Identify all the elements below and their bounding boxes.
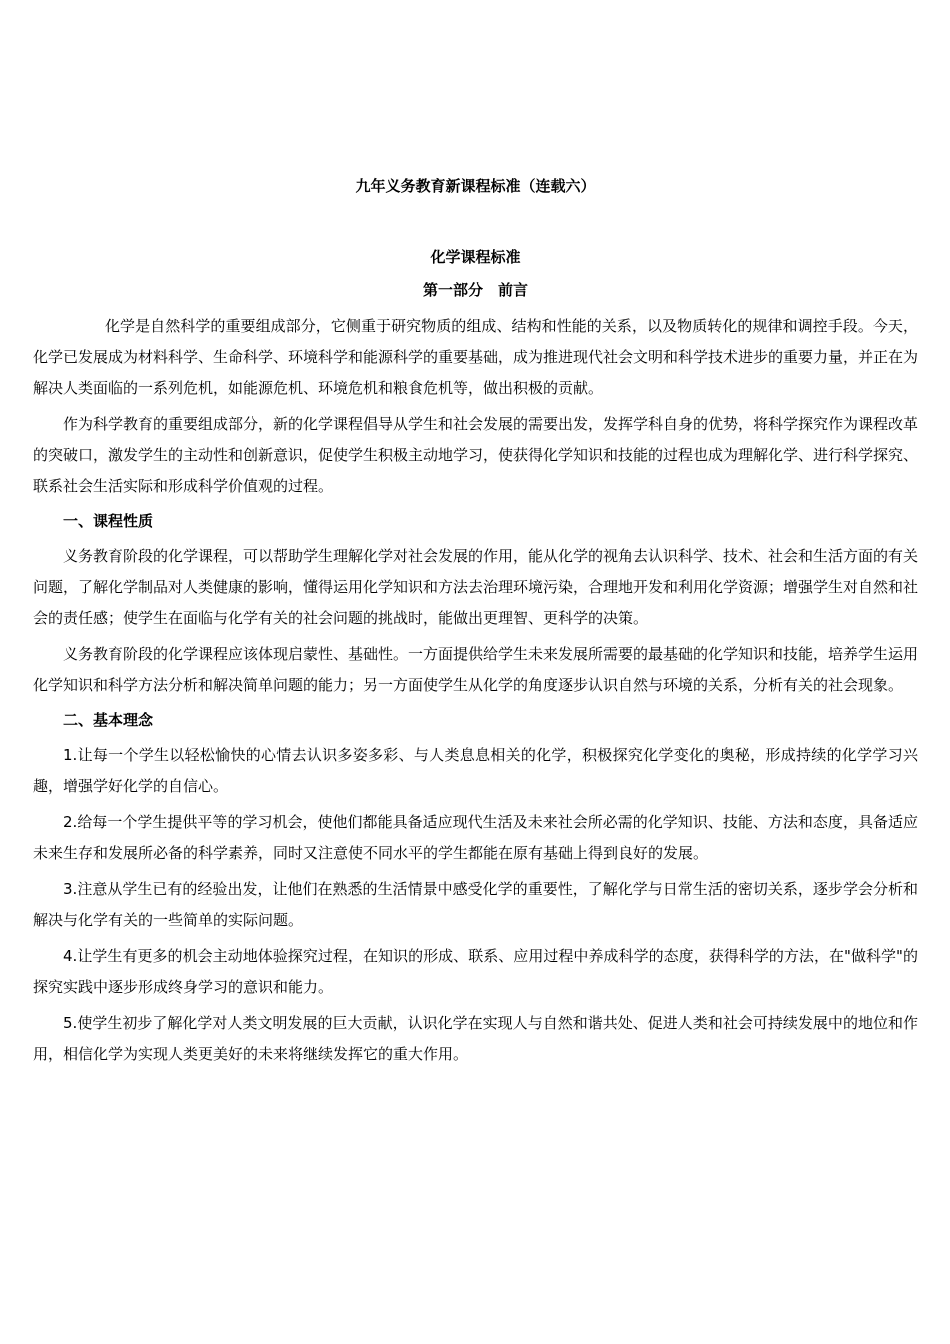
- section-paragraph: 义务教育阶段的化学课程，可以帮助学生理解化学对社会发展的作用，能从化学的视角去认识科学、技术、社会和生活方面的有关问题，了解化学制品对人类健康的影响，懂得运用化学知识和方法去治理环境污染，合理地开发和利用化学资源；增强学生对自然和社会的责任感；使学生在面临与化学有关的社会问题的挑战时，能做出更理智、更科学的决策。: [33, 547, 919, 627]
- list-item: [33, 1003, 918, 1070]
- list-item-text: 让每一个学生以轻松愉快的心情去认识多姿多彩、与人类息息相关的化学，积极探究化学变化的奥秘，形成持续的化学学习兴趣，增强学好化学的自信心。: [33, 746, 918, 795]
- list-item-text: 让学生有更多的机会主动地体验探究过程，在知识的形成、联系、应用过程中养成科学的态度，获得科学的方法，在"做科学"的探究实践中逐步形成终身学习的意识和能力。: [33, 947, 918, 996]
- section-heading: 二、基本理念: [63, 711, 154, 729]
- document-title: 九年义务教育新课程标准（连载六）: [355, 177, 596, 195]
- list-item-number: 3.: [63, 880, 78, 898]
- list-item: [33, 740, 918, 802]
- list-item-number: 5.: [63, 1014, 78, 1032]
- document-subtitle: 化学课程标准: [430, 248, 521, 266]
- list-item: [33, 869, 918, 936]
- intro-paragraph: 作为科学教育的重要组成部分，新的化学课程倡导从学生和社会发展的需要出发，发挥学科自身的优势，将科学探究作为课程改革的突破口，激发学生的主动性和创新意识，促使学生积极主动地学习，使获得化学知识和技能的过程也成为理解化学、进行科学探究、联系社会生活实际和形成科学价值观的过程。: [33, 415, 919, 495]
- section-heading: 一、课程性质: [63, 512, 154, 530]
- intro-paragraph: 化学是自然科学的重要组成部分，它侧重于研究物质的组成、结构和性能的关系，以及物质转化的规律和调控手段。今天，化学已发展成为材料科学、生命科学、环境科学和能源科学的重要基础，成为推进现代社会文明和科学技术进步的重要力量，并正在为解决人类面临的一系列危机，如能源危机、环境危机和粮食危机等，做出积极的贡献。: [33, 317, 919, 397]
- list-item-number: 4.: [63, 947, 78, 965]
- list-item-text: 给每一个学生提供平等的学习机会，使他们都能具备适应现代生活及未来社会所必需的化学知识、技能、方法和态度，具备适应未来生存和发展所必备的科学素养，同时又注意使不同水平的学生都能在原有基础上得到良好的发展。: [33, 813, 918, 862]
- list-item-text: 注意从学生已有的经验出发，让他们在熟悉的生活情景中感受化学的重要性，了解化学与日常生活的密切关系，逐步学会分析和解决与化学有关的一些简单的实际问题。: [33, 880, 918, 929]
- list-item: [33, 936, 918, 1003]
- list-item: [33, 802, 918, 869]
- part-heading: 第一部分 前言: [422, 281, 528, 299]
- document-body: [33, 311, 918, 1070]
- section-paragraph: 义务教育阶段的化学课程应该体现启蒙性、基础性。一方面提供给学生未来发展所需要的最基础的化学知识和技能，培养学生运用化学知识和科学方法分析和解决简单问题的能力；另一方面使学生从化学的角度逐步认识自然与环境的关系，分析有关的社会现象。: [33, 645, 919, 694]
- list-item-text: 使学生初步了解化学对人类文明发展的巨大贡献，认识化学在实现人与自然和谐共处、促进人类和社会可持续发展中的地位和作用，相信化学为实现人类更美好的未来将继续发挥它的重大作用。: [33, 1014, 918, 1063]
- list-item-number: 1.: [63, 746, 78, 764]
- list-item-number: 2.: [63, 813, 78, 831]
